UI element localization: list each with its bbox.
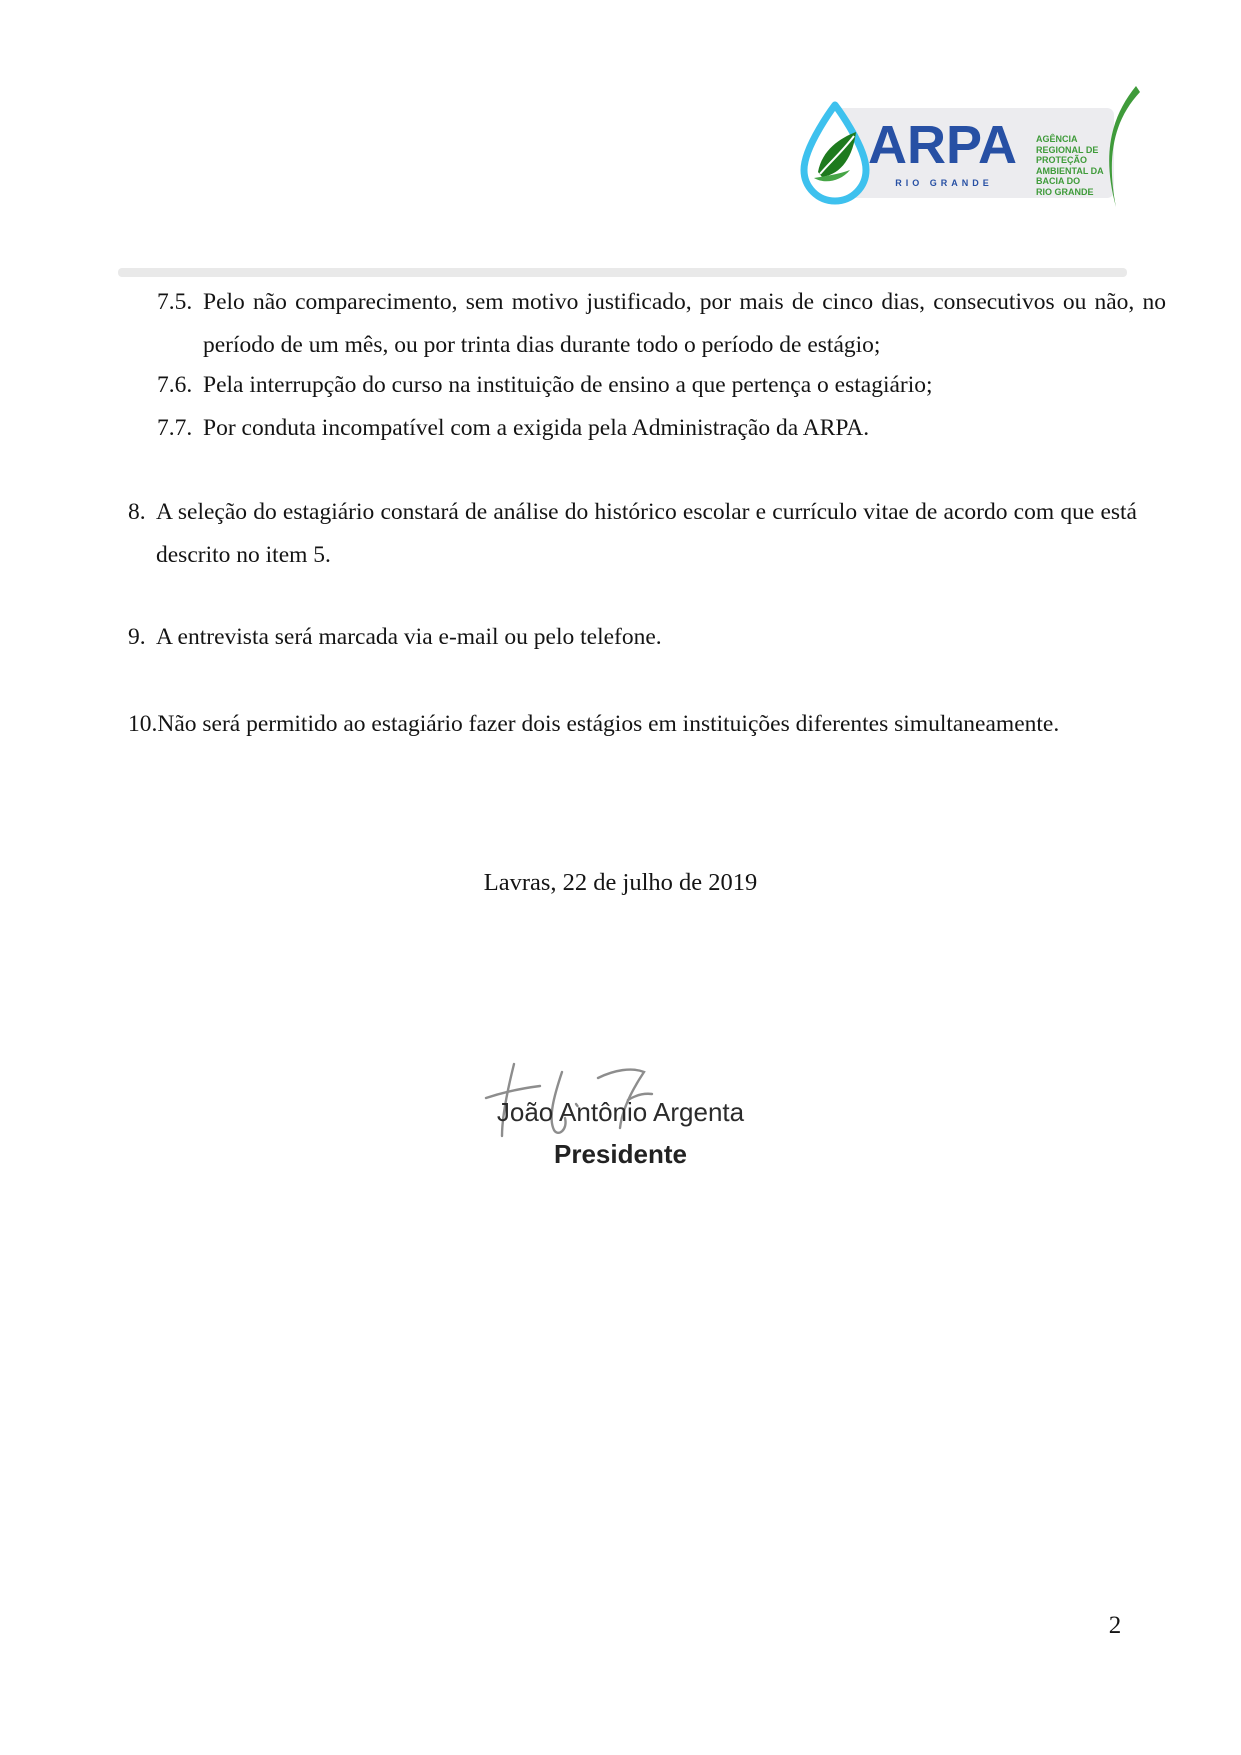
clause-number: 8. — [128, 499, 146, 525]
clause-10 — [118, 703, 1137, 746]
clause-7-7 — [118, 407, 1166, 450]
clause-text: Não será permitido ao estagiário fazer dois estágios em instituições diferentes simultaneamente. — [157, 711, 1060, 737]
clause-number: 9. — [128, 624, 146, 650]
clause-text: Pela interrupção do curso na instituição de ensino a que pertença o estagiário; — [203, 372, 933, 398]
clause-7-5 — [118, 281, 1166, 367]
clause-text: Por conduta incompatível com a exigida pela Administração da ARPA. — [203, 415, 870, 441]
clause-number: 7.5. — [157, 289, 193, 315]
clause-9 — [118, 616, 1137, 659]
agency-line: REGIONAL DE — [1036, 144, 1099, 155]
arpa-wordmark: ARPA — [868, 115, 1018, 175]
clause-text: Pelo não comparecimento, sem motivo justificado, por mais de cinco dias, consecutivos ou não, no período de um mês, ou por trinta dias durante todo o período de estágio; — [203, 289, 1166, 358]
clause-7-6 — [118, 364, 1166, 407]
arpa-logo — [796, 84, 1140, 209]
signatory-title: Presidente — [554, 1139, 687, 1169]
page-number: 2 — [1108, 1612, 1122, 1639]
section-divider — [118, 268, 1127, 277]
clause-number: 7.6. — [157, 372, 193, 398]
clause-number: 10. — [128, 711, 158, 737]
agency-line: RIO GRANDE — [1036, 186, 1094, 197]
agency-line: PROTEÇÃO — [1036, 155, 1088, 165]
agency-line: AGÊNCIA — [1036, 134, 1078, 144]
leaf-swoosh-icon — [1094, 84, 1140, 209]
logo-subtitle: RIO GRANDE — [895, 178, 993, 188]
clause-number: 7.7. — [157, 415, 193, 441]
clause-text: A entrevista será marcada via e-mail ou pelo telefone. — [156, 624, 662, 650]
water-drop-leaf-icon — [796, 100, 874, 206]
signatory-name: João Antônio Argenta — [496, 1097, 745, 1127]
dateline: Lavras, 22 de julho de 2019 — [483, 869, 758, 896]
agency-line: BACIA DO — [1036, 176, 1081, 186]
agency-line: AMBIENTAL DA — [1036, 165, 1104, 176]
clause-text: A seleção do estagiário constará de análise do histórico escolar e currículo vitae de acordo com que está descrito no item 5. — [156, 499, 1137, 568]
clause-8 — [118, 491, 1137, 577]
